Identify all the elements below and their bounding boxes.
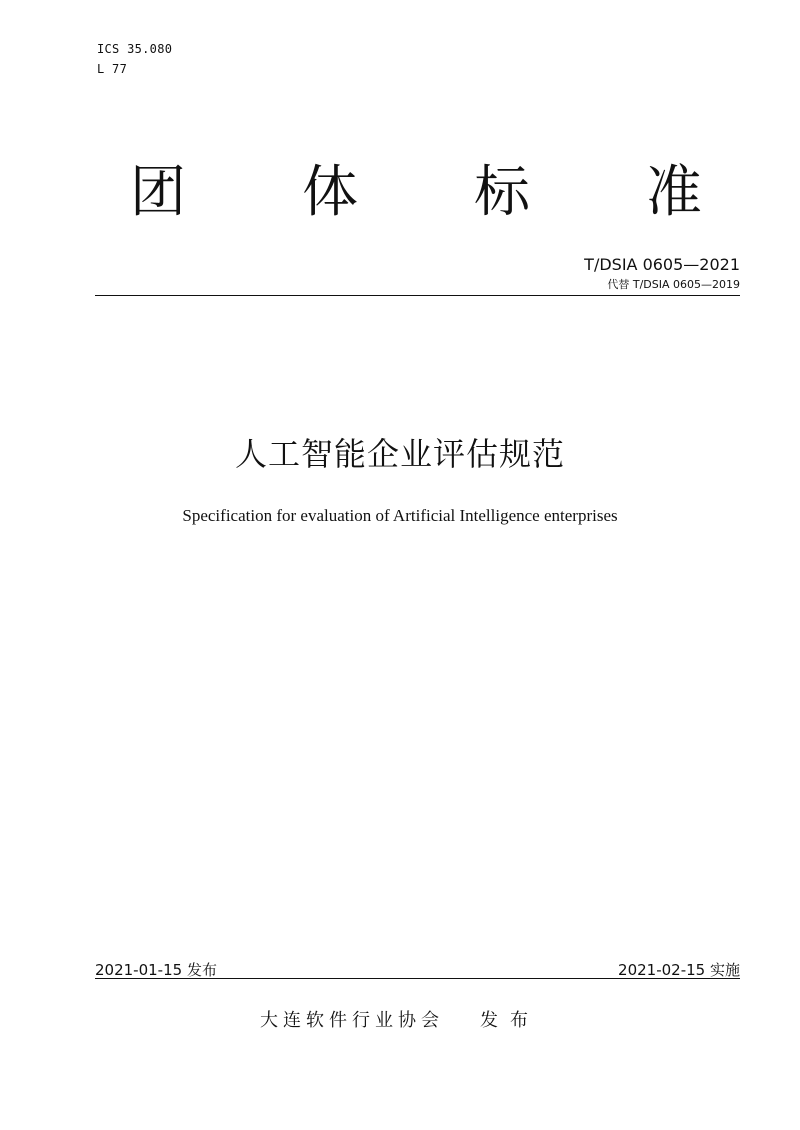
standard-category-title bbox=[0, 158, 800, 228]
issue-date: 2021-01-15 发布 bbox=[95, 961, 217, 979]
document-title-english: Specification for evaluation of Artificial Intelligence enterprises bbox=[182, 506, 618, 525]
publisher-organization: 大连软件行业协会 bbox=[260, 1010, 444, 1031]
document-title-chinese: 人工智能企业评估规范 bbox=[234, 435, 565, 473]
implementation-date: 2021-02-15 实施 bbox=[618, 961, 740, 979]
footer-divider bbox=[95, 978, 740, 979]
category-char-4: 准 bbox=[646, 160, 702, 225]
category-char-1: 团 bbox=[130, 160, 186, 225]
standard-number: T/DSIA 0605—2021 bbox=[584, 255, 740, 274]
ics-code: ICS 35.080 bbox=[97, 42, 173, 56]
publisher-action: 发布 bbox=[480, 1010, 540, 1031]
replaced-standard: 代替 T/DSIA 0605—2019 bbox=[607, 278, 740, 291]
ccs-code: L 77 bbox=[97, 62, 128, 76]
header-divider bbox=[95, 295, 740, 296]
category-char-2: 体 bbox=[302, 160, 358, 225]
publisher-line bbox=[0, 1008, 800, 1034]
category-char-3: 标 bbox=[474, 160, 530, 225]
